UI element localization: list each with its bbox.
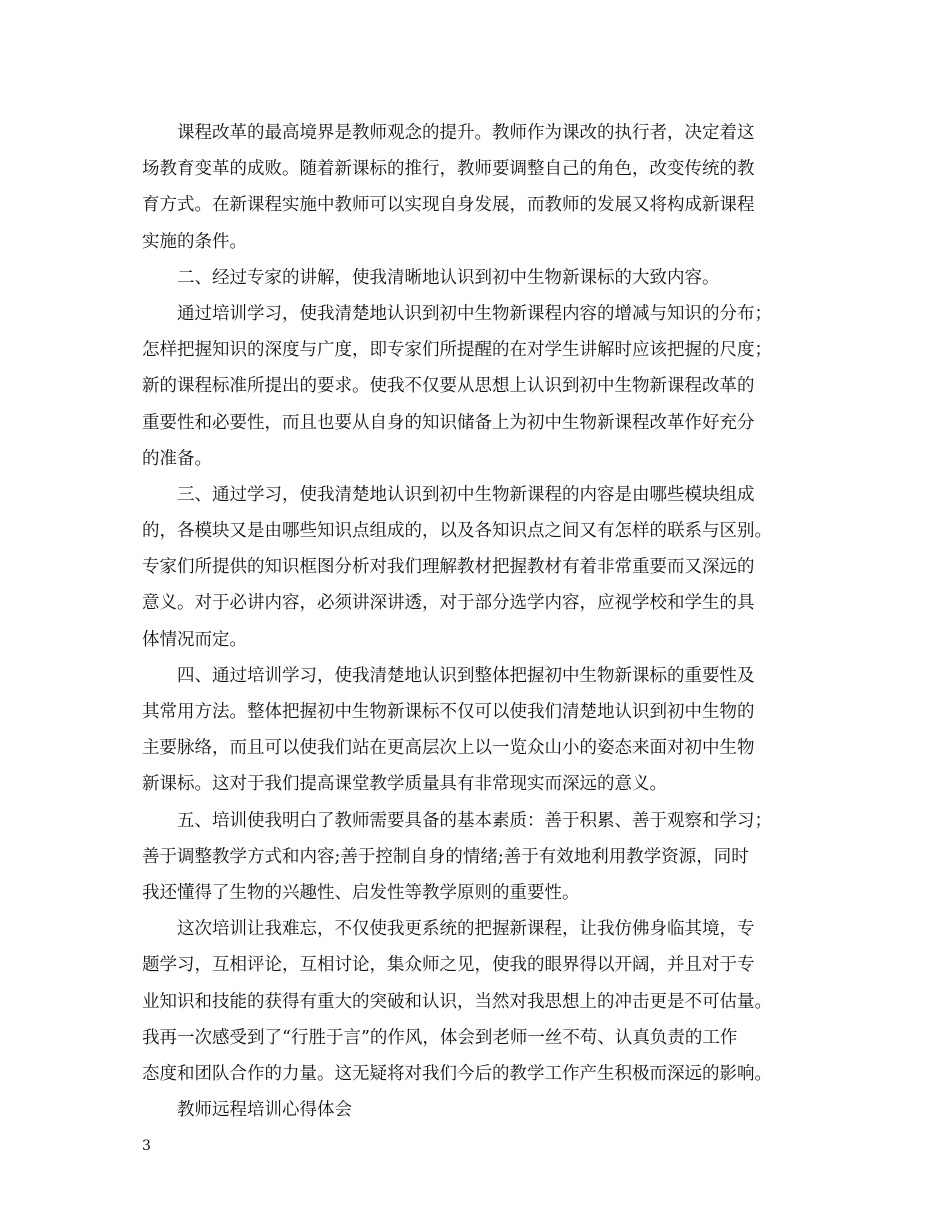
text-line: 题学习，互相评论，互相讨论，集众师之见，使我的眼界得以开阔，并且对于专 [142,955,755,976]
text-line: 专家们所提供的知识框图分析对我们理解教材把握教材有着非常重要而又深远的 [142,557,755,578]
text-line: 态度和团队合作的力量。这无疑将对我们今后的教学工作产生积极而深远的影响。 [142,1063,772,1084]
text-line: 体情况而定。 [142,629,247,650]
text-line: 业知识和技能的获得有重大的突破和认识，当然对我思想上的冲击更是不可估量。 [142,991,772,1012]
text-line: 实施的条件。 [142,231,247,252]
text-line: 二、经过专家的讲解，使我清晰地认识到初中生物新课标的大致内容。 [177,267,720,288]
text-line: 我再一次感受到了“行胜于言”的作风，体会到老师一丝不苟、认真负责的工作 [142,1027,738,1048]
text-line: 怎样把握知识的深度与广度，即专家们所提醒的在对学生讲解时应该把握的尺度； [142,340,772,361]
text-line: 五、培训使我明白了教师需要具备的基本素质：善于积累、善于观察和学习； [177,810,772,831]
text-line: 的准备。 [142,448,212,469]
text-line: 主要脉络，而且可以使我们站在更高层次上以一览众山小的姿态来面对初中生物 [142,738,755,759]
text-line: 教师远程培训心得体会 [177,1100,352,1121]
text-line: 我还懂得了生物的兴趣性、启发性等教学原则的重要性。 [142,882,580,903]
text-line: 新课标。这对于我们提高课堂教学质量具有非常现实而深远的意义。 [142,774,667,795]
text-line: 的，各模块又是由哪些知识点组成的，以及各知识点之间又有怎样的联系与区别。 [142,521,772,542]
text-line: 意义。对于必讲内容，必须讲深讲透，对于部分选学内容，应视学校和学生的具 [142,593,755,614]
text-line: 这次培训让我难忘，不仅使我更系统的把握新课程，让我仿佛身临其境，专 [177,919,755,940]
text-line: 场教育变革的成败。随着新课标的推行，教师要调整自己的角色，改变传统的教 [142,159,755,180]
text-line: 四、通过培训学习，使我清楚地认识到整体把握初中生物新课标的重要性及 [177,665,755,686]
text-line: 通过培训学习，使我清楚地认识到初中生物新课程内容的增减与知识的分布； [177,303,772,324]
document-body [142,115,817,1128]
text-line: 三、通过学习，使我清楚地认识到初中生物新课程的内容是由哪些模块组成 [177,484,755,505]
text-line: 重要性和必要性，而且也要从自身的知识储备上为初中生物新课程改革作好充分 [142,412,755,433]
page-number: 3 [142,1138,151,1154]
text-line: 新的课程标准所提出的要求。使我不仅要从思想上认识到初中生物新课程改革的 [142,376,755,397]
text-line: 其常用方法。整体把握初中生物新课标不仅可以使我们清楚地认识到初中生物的 [142,702,755,722]
text-line: 善于调整教学方式和内容;善于控制自身的情绪;善于有效地利用教学资源，同时 [142,846,749,867]
text-line: 课程改革的最高境界是教师观念的提升。教师作为课改的执行者，决定着这 [177,123,755,143]
text-line: 育方式。在新课程实施中教师可以实现自身发展，而教师的发展又将构成新课程 [142,195,755,216]
